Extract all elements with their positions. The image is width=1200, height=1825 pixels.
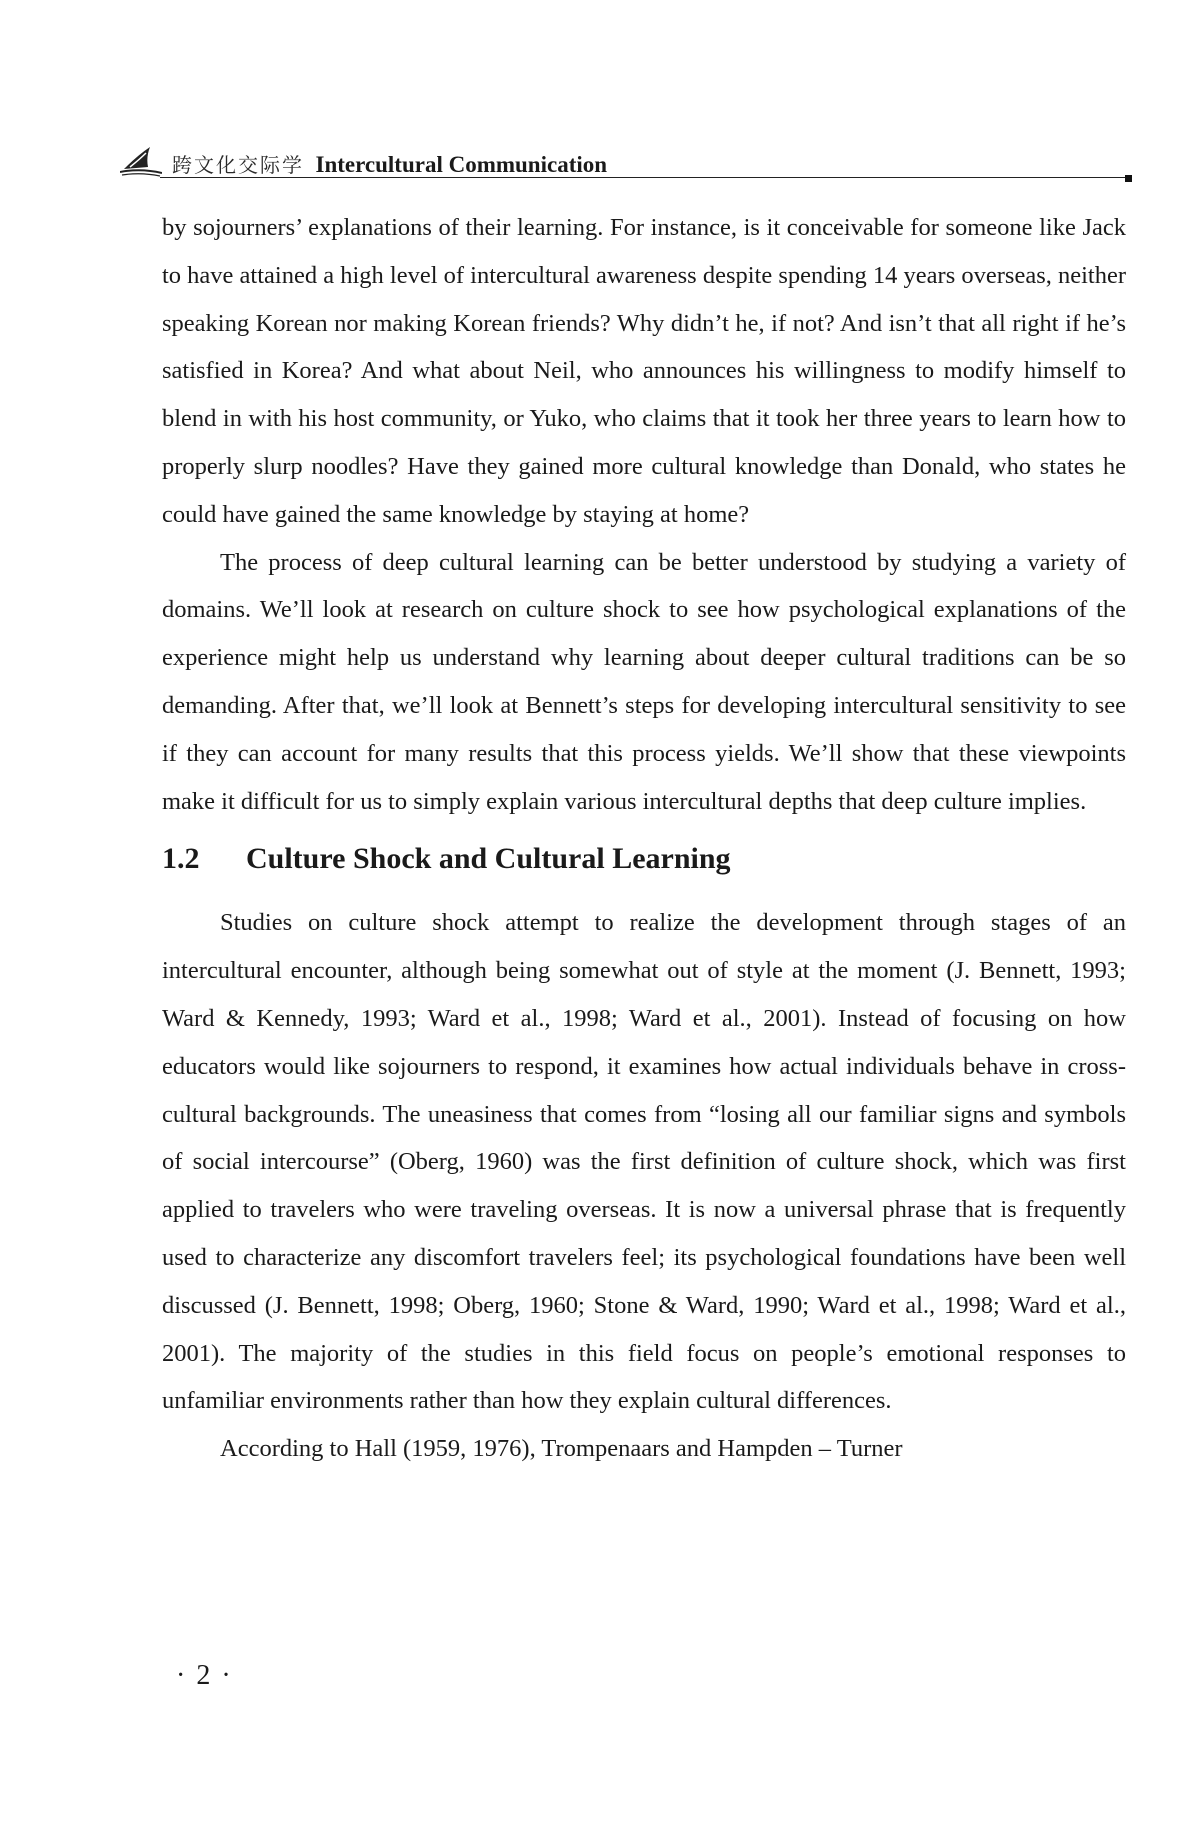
header-title-chinese: 跨文化交际学 [172, 153, 304, 177]
header-title-english: Intercultural Communication [315, 152, 608, 177]
header-title [172, 149, 607, 178]
header-rule [160, 177, 1130, 178]
body-paragraph-3: Studies on culture shock attempt to realize the development through stages of an intercultural encounter, although being somewhat out of style at the moment (J. Bennett, 1993; Ward & Kennedy, 1993; Ward et al., 1998; Ward et al., 2001). Instead of focusing on how educators would like sojourners to respond, it examines how actual individuals behave in cross-cultural backgrounds. The uneasiness that comes from “losing all our familiar signs and symbols of social intercourse” (Oberg, 1960) was the first definition of culture shock, which was first applied to travelers who were traveling overseas. It is now a universal phrase that is frequently used to characterize any discomfort travelers feel; its psychological foundations have been well discussed (J. Bennett, 1998; Oberg, 1960; Stone & Ward, 1990; Ward et al., 1998; Ward et al., 2001). The majority of the studies in this field focus on people’s emotional responses to unfamiliar environments rather than how they explain cultural differences. [162, 909, 1126, 1415]
page-number: · 2 · [176, 1660, 233, 1691]
running-header [120, 145, 1130, 181]
header-rule-end-mark [1125, 175, 1132, 182]
section-heading [162, 839, 1126, 879]
body-paragraph-4: According to Hall (1959, 1976), Trompenaars and Hampden – Turner [220, 1435, 903, 1463]
section-number: 1.2 [162, 842, 200, 876]
page-body [162, 204, 1126, 1473]
body-paragraph-2: The process of deep cultural learning can be better understood by studying a variety of domains. We’ll look at research on culture shock to see how psychological explanations of the experience might help us understand why learning about deeper cultural traditions can be so demanding. After that, we’ll look at Bennett’s steps for developing intercultural sensitivity to see if they can account for many results that this process yields. We’ll show that these viewpoints make it difficult for us to simply explain various intercultural depths that deep culture implies. [162, 548, 1126, 815]
boat-sail-logo-icon [120, 145, 162, 177]
body-paragraph-1: by sojourners’ explanations of their learning. For instance, is it conceivable for someone like Jack to have attained a high level of intercultural awareness despite spending 14 years overseas, neither speaking Korean nor making Korean friends? Why didn’t he, if not? And isn’t that all right if he’s satisfied in Korea? And what about Neil, who announces his willingness to modify himself to blend in with his host community, or Yuko, who claims that it took her three years to learn how to properly slurp noodles? Have they gained more cultural knowledge than Donald, who states he could have gained the same knowledge by staying at home? [162, 214, 1126, 528]
section-title: Culture Shock and Cultural Learning [246, 842, 731, 876]
